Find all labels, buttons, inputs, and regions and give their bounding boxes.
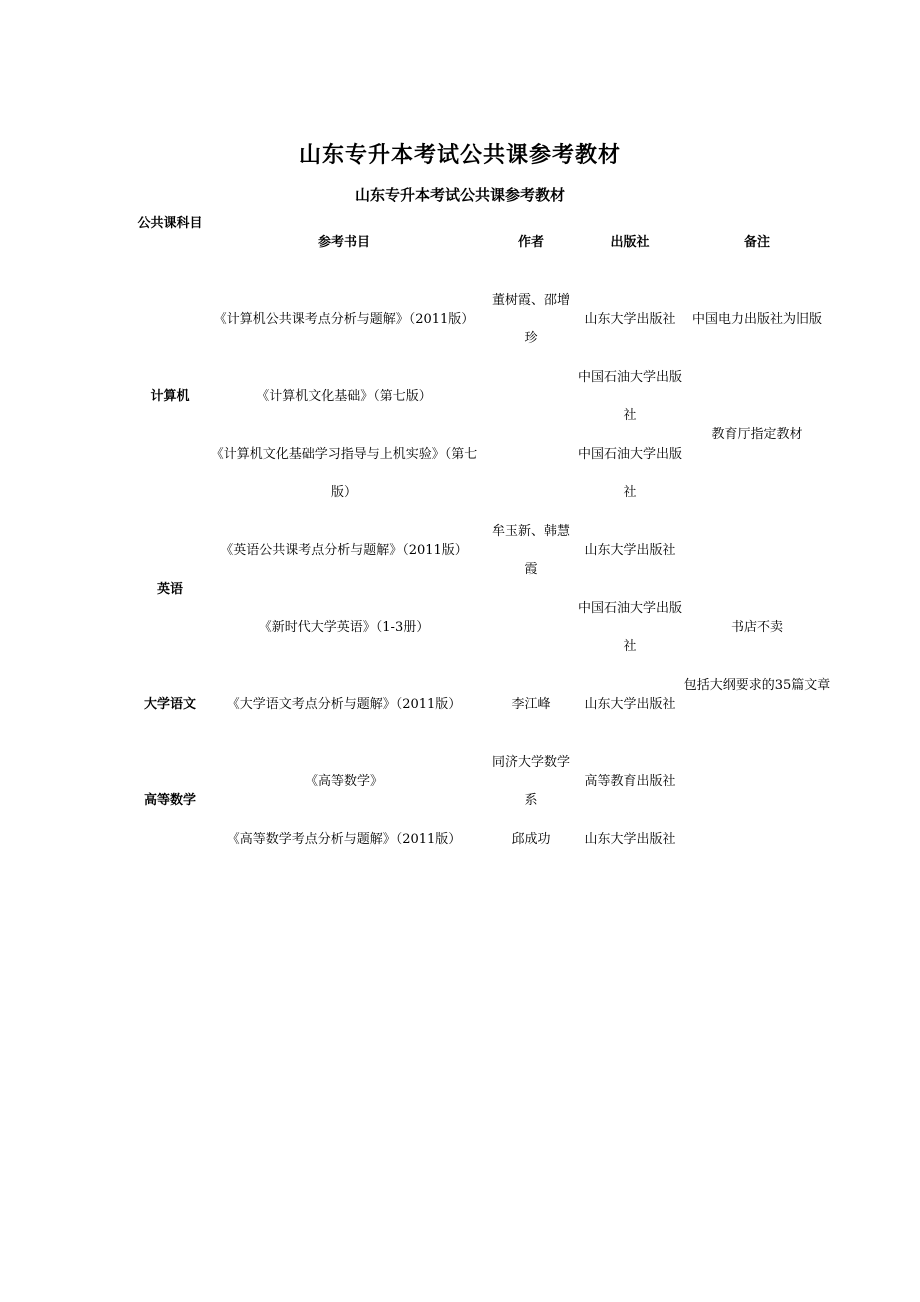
row-publisher: 山东大学出版社 xyxy=(584,832,676,847)
subject-chinese: 大学语文 xyxy=(143,697,196,712)
header-subject: 公共课科目 xyxy=(137,216,203,231)
row-publisher: 山东大学出版社 xyxy=(584,697,676,712)
row-publisher: 中国石油大学出版社 xyxy=(578,601,683,654)
row-note: 中国电力出版社为旧版 xyxy=(691,312,822,327)
row-book: 《高等数学考点分析与题解》（2011版） xyxy=(226,832,462,847)
header-note: 备注 xyxy=(743,235,770,250)
row-publisher: 中国石油大学出版社 xyxy=(578,447,683,500)
header-publisher: 出版社 xyxy=(610,235,650,250)
row-publisher: 山东大学出版社 xyxy=(584,312,676,327)
row-author: 李江峰 xyxy=(511,697,551,712)
row-book: 《大学语文考点分析与题解》（2011版） xyxy=(226,697,462,712)
row-note: 书店不卖 xyxy=(730,620,783,635)
row-book: 《新时代大学英语》（1-3册） xyxy=(258,620,430,635)
row-author: 牟玉新、韩慧霞 xyxy=(491,524,570,577)
row-book: 《英语公共课考点分析与题解》（2011版） xyxy=(220,543,468,558)
row-book: 《计算机公共课考点分析与题解》（2011版） xyxy=(213,312,475,327)
row-book: 《计算机文化基础》（第七版） xyxy=(256,389,432,404)
row-author: 同济大学数学系 xyxy=(491,755,570,808)
header-author: 作者 xyxy=(517,235,544,250)
row-note: 包括大纲要求的35篇文章 xyxy=(683,678,831,693)
row-publisher: 山东大学出版社 xyxy=(584,543,676,558)
subject-math: 高等数学 xyxy=(143,793,196,808)
row-book: 《高等数学》 xyxy=(304,774,383,789)
row-publisher: 中国石油大学出版社 xyxy=(578,370,683,423)
header-book: 参考书目 xyxy=(317,235,370,250)
row-author: 董树霞、邵增珍 xyxy=(491,293,570,346)
row-publisher: 高等教育出版社 xyxy=(584,774,676,789)
merged-note: 教育厅指定教材 xyxy=(711,427,803,442)
document-title: 山东专升本考试公共课参考教材 xyxy=(298,142,621,168)
subject-english: 英语 xyxy=(156,582,183,597)
table-title: 山东专升本考试公共课参考教材 xyxy=(354,186,565,204)
subject-computer: 计算机 xyxy=(150,389,190,404)
row-book: 《计算机文化基础学习指导与上机实验》（第七版） xyxy=(210,447,478,500)
row-author: 邱成功 xyxy=(511,832,551,847)
